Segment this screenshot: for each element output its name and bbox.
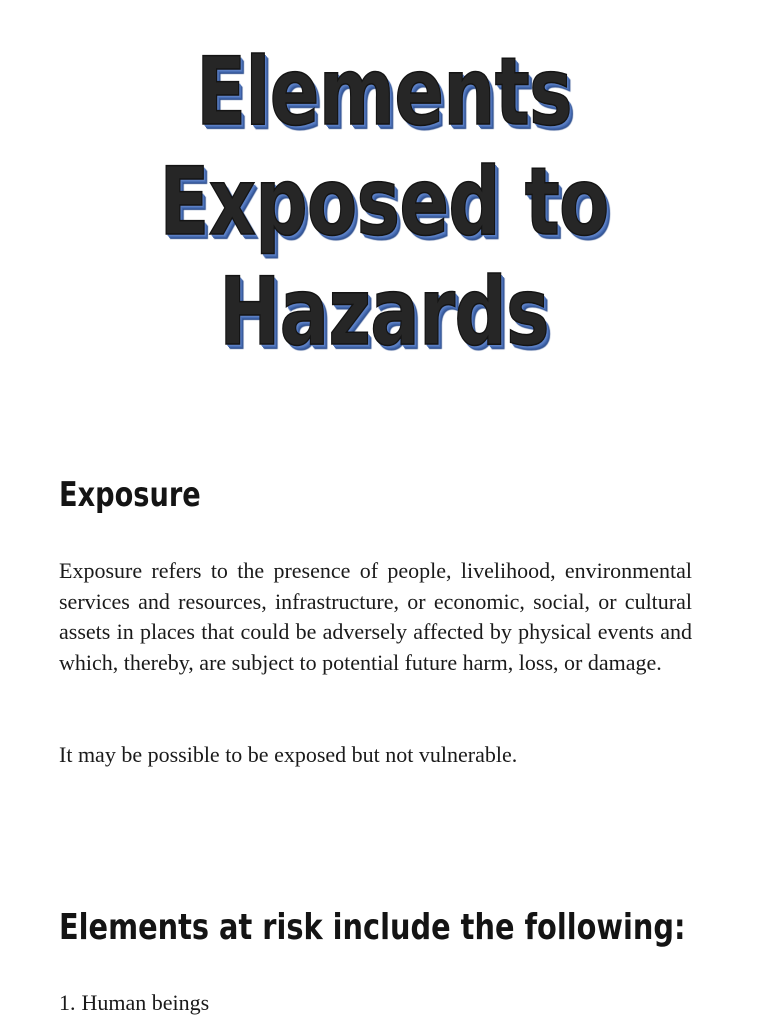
list-item xyxy=(59,988,209,1018)
document-title xyxy=(0,38,768,368)
title-line-1: Elements xyxy=(196,38,572,147)
section-heading-elements-at-risk: Elements at risk include the following: xyxy=(59,907,686,948)
list-item-number: 1. xyxy=(59,990,76,1015)
title-line-3: Hazards xyxy=(219,258,549,367)
definition-paragraph: Exposure refers to the presence of people, livelihood, environmental services and resources, infrastructure, or economic, social, or cultural assets in places that could be adversely affected by physical events and which, thereby, are subject to potential future harm, loss, or damage. xyxy=(59,558,692,675)
list-item-text: Human beings xyxy=(81,990,210,1015)
title-line-2: Exposed to xyxy=(159,148,609,257)
note-paragraph: It may be possible to be exposed but not vulnerable. xyxy=(59,742,518,767)
section-heading-exposure: Exposure xyxy=(59,475,201,515)
